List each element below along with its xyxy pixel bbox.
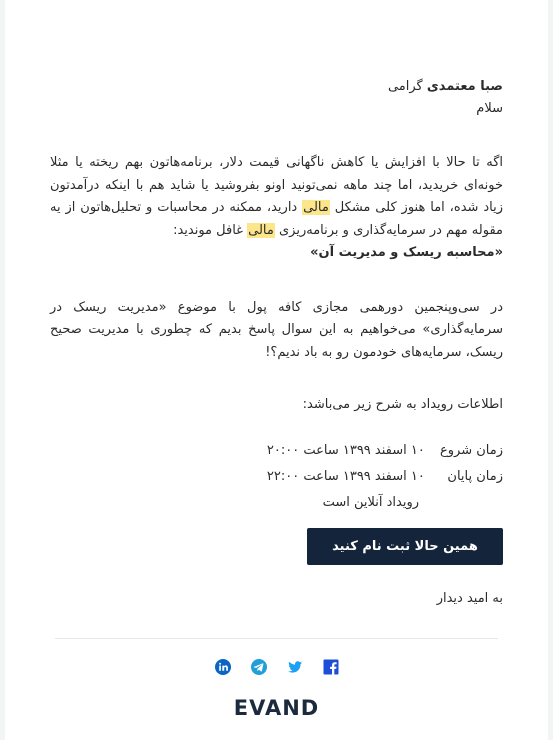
- highlight-finance-1: مالی: [303, 200, 329, 215]
- topic-title: «محاسبه ریسک و مدیریت آن»: [310, 245, 503, 260]
- intro-paragraph: [50, 152, 503, 265]
- end-time-value: ۱۰ اسفند ۱۳۹۹ ساعت ۲۲:۰۰: [266, 469, 425, 484]
- event-paragraph: در سی‌وپنجمین دورهمی مجازی کافه پول با موضوع «مدیریت ریسک در سرمایه‌گذاری» می‌خواهیم به این سوال پاسخ بدیم که چطوری با مدیریت صحیح ریسک، سرمایه‌های خودمون رو به باد ندیم؟!: [50, 299, 503, 360]
- end-time-row: [50, 464, 503, 490]
- intro-text-2: دارید، ممکنه در محاسبات و تحلیل‌هاتون از یه مقوله مهم در سرمایه‌گذاری و برنامه‌ریزی: [50, 200, 503, 238]
- social-links: [0, 658, 553, 676]
- email-content: [50, 76, 503, 610]
- twitter-icon[interactable]: [286, 658, 304, 676]
- event-info-heading: اطلاعات رویداد به شرح زیر می‌باشد:: [302, 397, 503, 412]
- telegram-icon[interactable]: [250, 658, 268, 676]
- event-details: [50, 438, 503, 516]
- greeting-line: [50, 76, 503, 98]
- logo-text: EVAND: [233, 696, 320, 720]
- intro-text-3: غافل موندید:: [173, 222, 243, 238]
- recipient-name: صبا معتمدی: [426, 79, 503, 94]
- start-time-value: ۱۰ اسفند ۱۳۹۹ ساعت ۲۰:۰۰: [266, 443, 425, 458]
- closing-text: به امید دیدار: [436, 591, 503, 606]
- intro-text-1: اگه تا حالا با افزایش یا کاهش ناگهانی قیمت دلار، برنامه‌هاتون بهم ریخته یا مثلا خونه‌ای خریدید، اما چند ماهه نمی‌تونید اونو بفروشید یا شاید هم با اینکه درآمدتون زیاد شده، اما هنوز کلی مشکل: [50, 155, 503, 215]
- evand-logo[interactable]: [0, 696, 553, 720]
- register-button[interactable]: همین حالا ثبت نام کنید: [307, 528, 503, 565]
- facebook-icon[interactable]: [322, 658, 340, 676]
- end-time-label: زمان پایان: [447, 469, 503, 484]
- cta-container: [50, 516, 503, 588]
- hello-text: سلام: [476, 101, 503, 116]
- honorific: گرامی: [387, 79, 423, 94]
- online-note: رویداد آنلاین است: [322, 495, 419, 510]
- start-time-row: [50, 438, 503, 464]
- start-time-label: زمان شروع: [440, 443, 503, 458]
- linkedin-icon[interactable]: [214, 658, 232, 676]
- highlight-finance-2: مالی: [248, 222, 274, 238]
- footer-divider: [55, 638, 498, 639]
